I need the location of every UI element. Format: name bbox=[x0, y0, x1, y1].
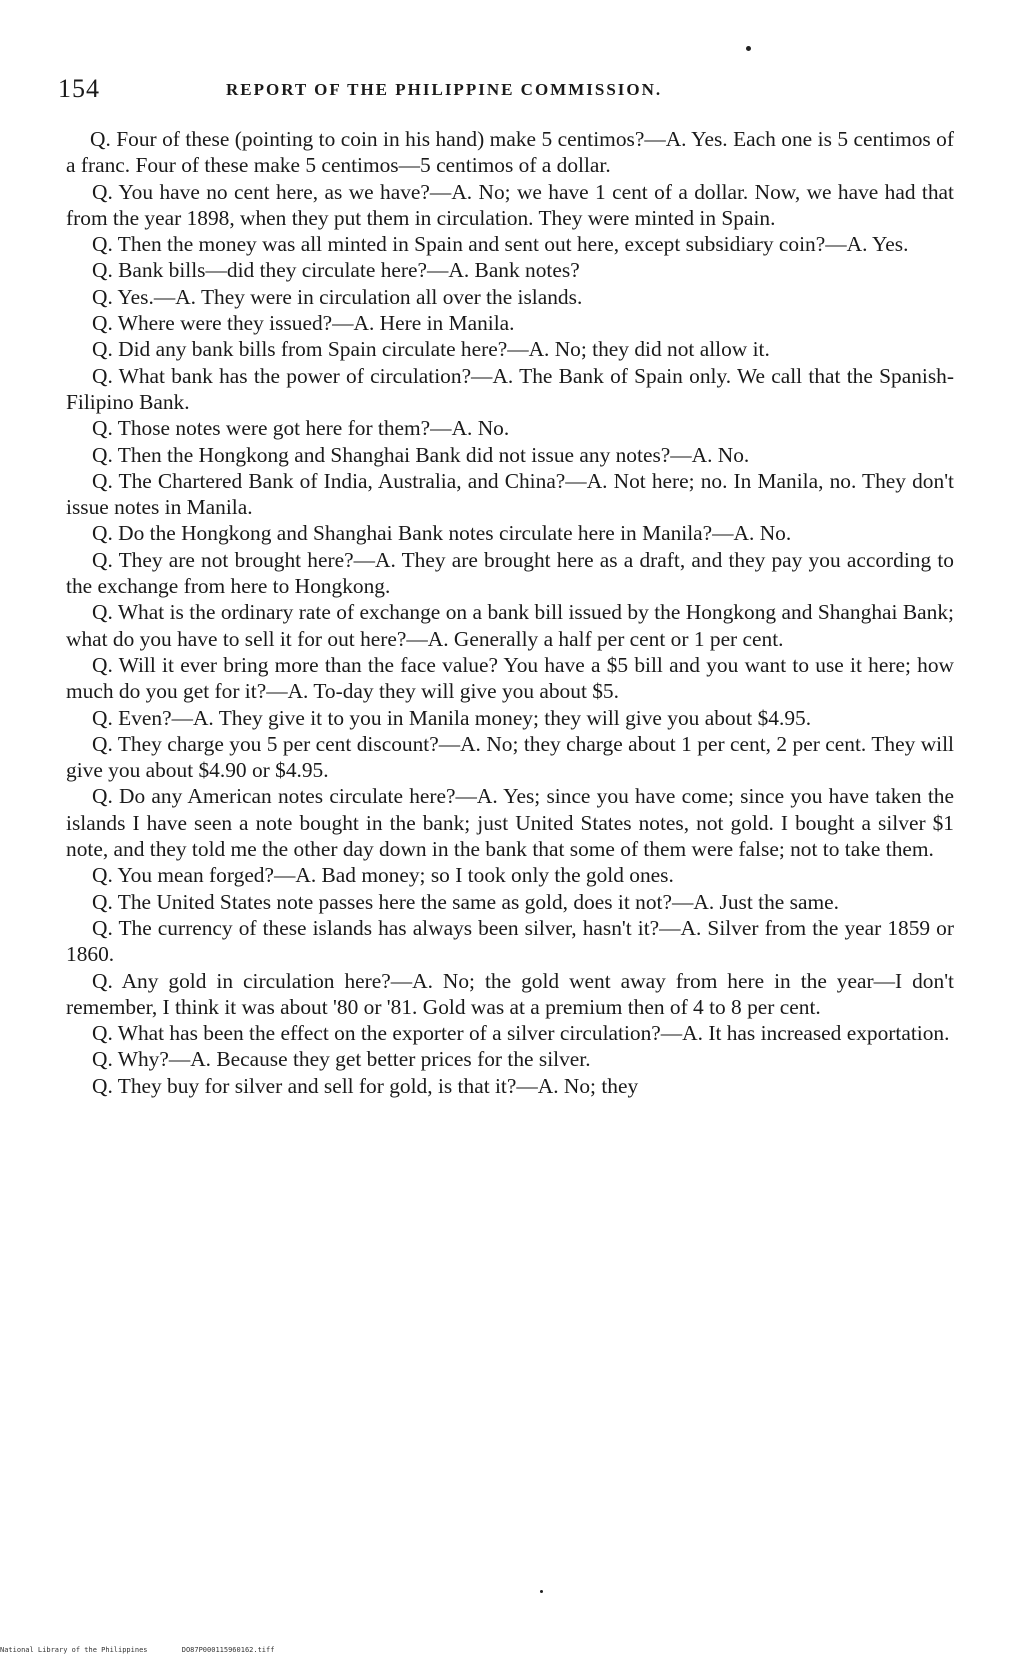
qa-paragraph: Q. Four of these (pointing to coin in his hand) make 5 centimos?—A. Yes. Each one is 5 centimos of a franc. Four of these make 5 centimos—5 centimos of a dollar. bbox=[66, 127, 954, 178]
qa-paragraph: Q. Any gold in circulation here?—A. No; the gold went away from here in the year—I don't remember, I think it was about '80 or '81. Gold was at a premium then of 4 to 8 per cent. bbox=[66, 968, 954, 1019]
qa-paragraph: Q. Then the money was all minted in Spain and sent out here, except subsidiary coin?—A. Yes. bbox=[92, 232, 909, 257]
qa-paragraph: Q. They charge you 5 per cent discount?—A. No; they charge about 1 per cent, 2 per cent. They will give you about $4.90 or $4.95. bbox=[66, 731, 954, 783]
qa-paragraph: Q. Yes.—A. They were in circulation all over the islands. bbox=[92, 284, 583, 309]
library-credit: National Library of the Philippines bbox=[0, 1646, 148, 1654]
qa-paragraph: Q. Do the Hongkong and Shanghai Bank notes circulate here in Manila?—A. No. bbox=[92, 521, 792, 546]
scan-file-id: DO87P000115960162.tiff bbox=[181, 1646, 275, 1654]
qa-paragraph: Q. They buy for silver and sell for gold, is that it?—A. No; they bbox=[92, 1073, 639, 1098]
qa-paragraph: Q. Do any American notes circulate here?—A. Yes; since you have come; since you have taken the islands I have seen a note bought in the bank; just United States notes, not gold. I bought a silver $1 note, and they told me the other day down in the bank that some of them were false; not to take them. bbox=[66, 784, 954, 862]
scan-speck bbox=[746, 46, 751, 51]
document-body bbox=[66, 126, 954, 1099]
qa-paragraph: Q. Did any bank bills from Spain circulate here?—A. No; they did not allow it. bbox=[92, 337, 770, 362]
qa-paragraph: Q. Bank bills—did they circulate here?—A. Bank notes? bbox=[92, 258, 580, 283]
page-header bbox=[58, 74, 958, 104]
qa-paragraph: Q. What has been the effect on the exporter of a silver circulation?—A. It has increased exportation. bbox=[92, 1021, 950, 1046]
qa-paragraph: Q. Where were they issued?—A. Here in Manila. bbox=[92, 311, 515, 336]
qa-paragraph: Q. What is the ordinary rate of exchange on a bank bill issued by the Hongkong and Shanghai Bank; what do you have to sell it for out here?—A. Generally a half per cent or 1 per cent. bbox=[66, 600, 954, 651]
qa-paragraph: Q. They are not brought here?—A. They are brought here as a draft, and they pay you according to the exchange from here to Hongkong. bbox=[66, 547, 954, 599]
qa-paragraph: Q. Why?—A. Because they get better prices for the silver. bbox=[92, 1047, 591, 1072]
qa-paragraph: Q. What bank has the power of circulation?—A. The Bank of Spain only. We call that the Spanish-Filipino Bank. bbox=[66, 363, 954, 414]
qa-paragraph: Q. Those notes were got here for them?—A. No. bbox=[92, 416, 510, 441]
qa-paragraph: Q. The Chartered Bank of India, Australia, and China?—A. Not here; no. In Manila, no. They don't issue notes in Manila. bbox=[66, 468, 954, 520]
scan-speck bbox=[540, 1590, 543, 1593]
qa-paragraph: Q. Even?—A. They give it to you in Manila money; they will give you about $4.95. bbox=[92, 705, 812, 730]
page-number: 154 bbox=[58, 74, 100, 103]
qa-paragraph: Q. The currency of these islands has always been silver, hasn't it?—A. Silver from the year 1859 or 1860. bbox=[66, 915, 954, 967]
running-head: REPORT OF THE PHILIPPINE COMMISSION. bbox=[226, 80, 663, 99]
qa-paragraph: Q. You have no cent here, as we have?—A. No; we have 1 cent of a dollar. Now, we have had that from the year 1898, when they put them in circulation. They were minted in Spain. bbox=[66, 179, 954, 230]
qa-paragraph: Q. You mean forged?—A. Bad money; so I took only the gold ones. bbox=[92, 863, 674, 888]
qa-paragraph: Q. The United States note passes here the same as gold, does it not?—A. Just the same. bbox=[92, 889, 839, 914]
qa-paragraph: Q. Then the Hongkong and Shanghai Bank did not issue any notes?—A. No. bbox=[92, 442, 750, 467]
qa-paragraph: Q. Will it ever bring more than the face value? You have a $5 bill and you want to use it here; how much do you get for it?—A. To-day they will give you about $5. bbox=[66, 652, 954, 704]
scan-footer bbox=[0, 1646, 304, 1654]
